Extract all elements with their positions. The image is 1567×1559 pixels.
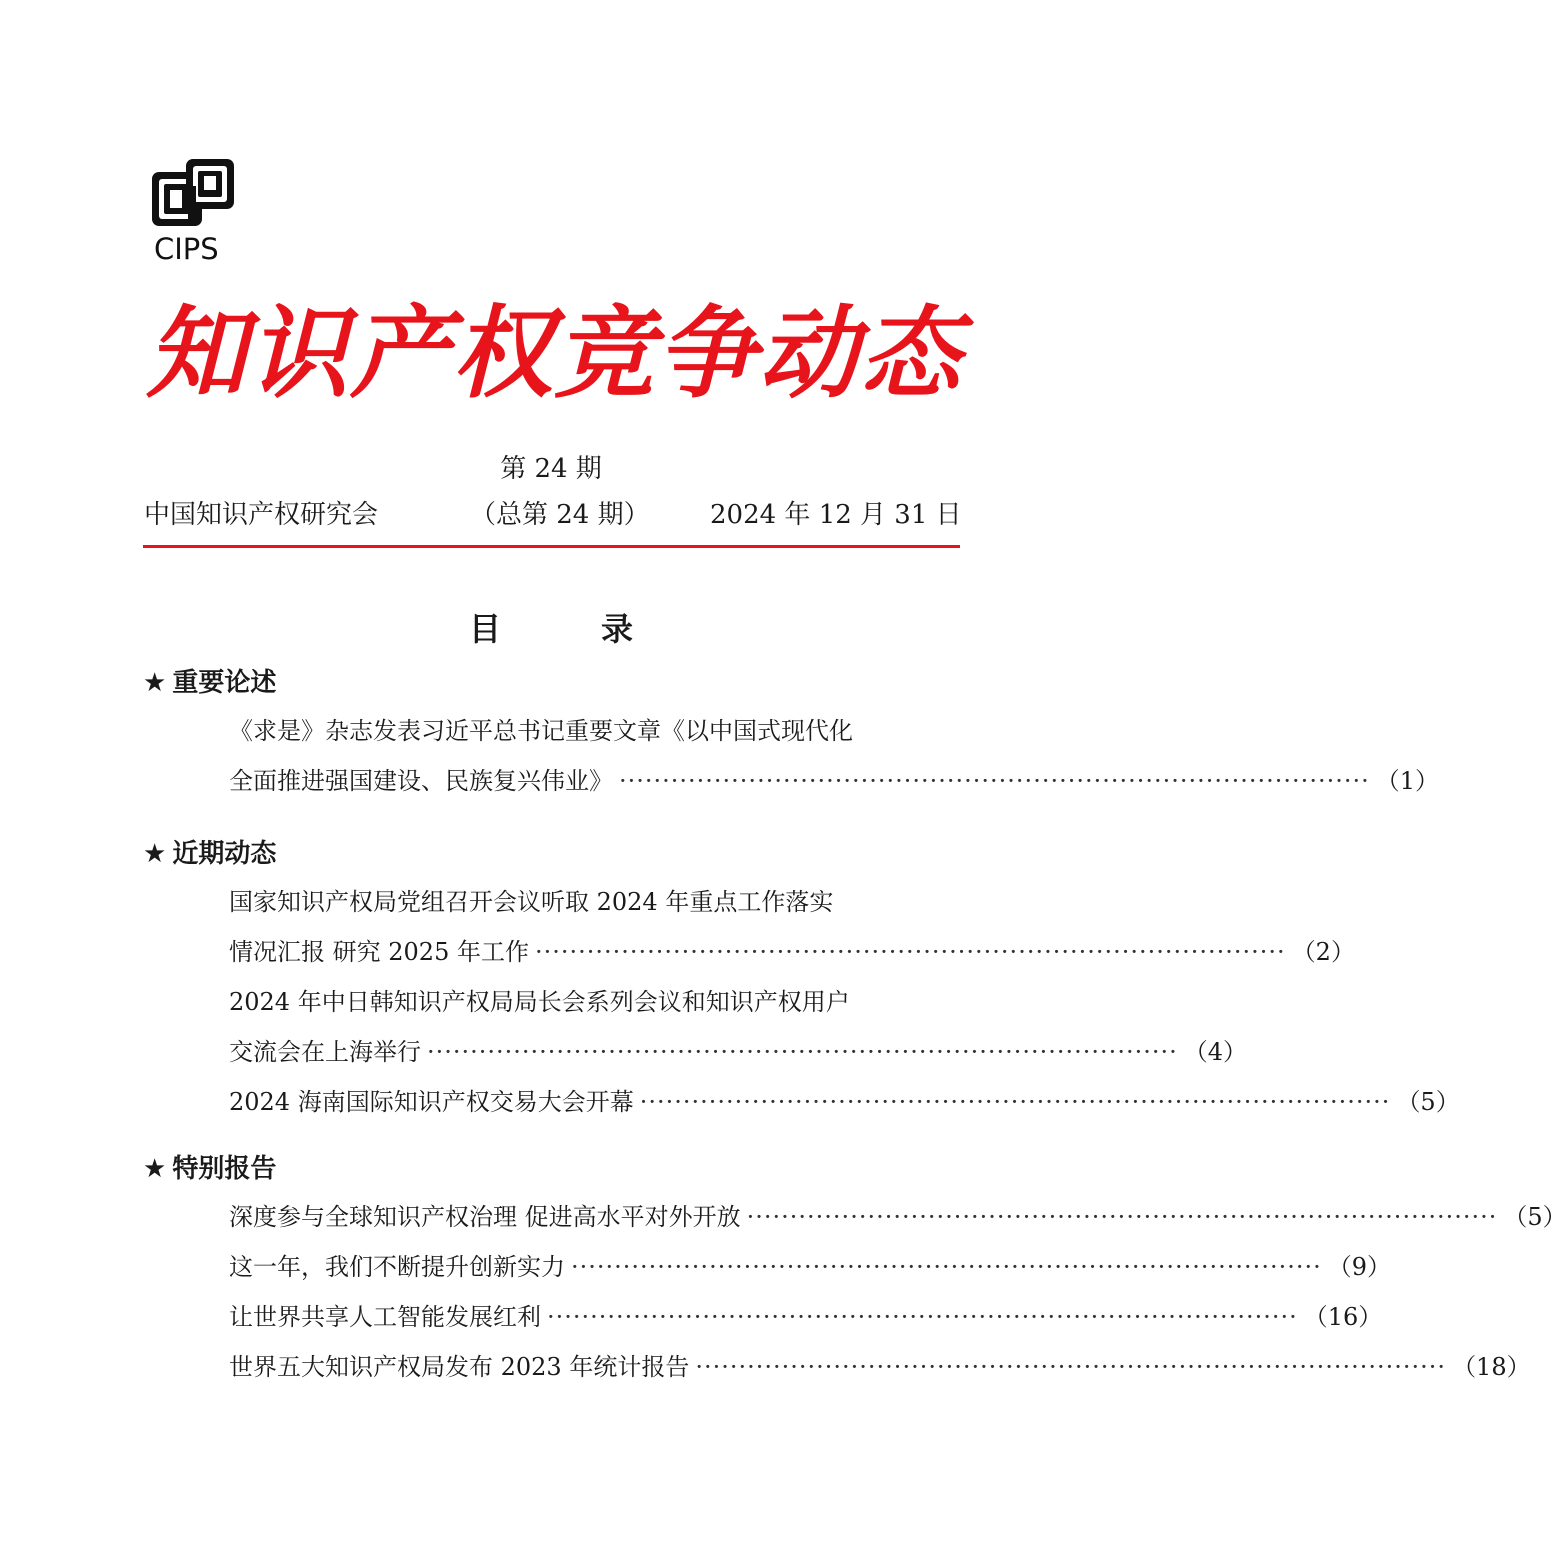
toc-entry-line[interactable] xyxy=(229,1082,1460,1122)
toc-section-heading xyxy=(143,662,276,699)
toc-entry-line[interactable] xyxy=(229,711,967,751)
entry-page: （9） xyxy=(1327,1253,1391,1281)
issue-date: 2024 年 12 月 31 日 xyxy=(710,500,962,530)
toc-entry-line[interactable] xyxy=(229,1197,1567,1237)
issuing-organization: 中国知识产权研究会 xyxy=(144,500,379,530)
toc-entry-line[interactable] xyxy=(229,1297,1383,1337)
entry-title: 《求是》杂志发表习近平总书记重要文章《以中国式现代化 xyxy=(229,717,853,745)
leader-dots: ······················································································· xyxy=(639,1088,1391,1116)
entry-page: （18） xyxy=(1452,1353,1531,1381)
toc-entry-line[interactable] xyxy=(229,1247,1391,1287)
leader-dots: ······················································································· xyxy=(427,1038,1178,1066)
entry-title: 让世界共享人工智能发展红利 xyxy=(229,1303,541,1331)
issue-number: 第 24 期 xyxy=(500,454,602,484)
star-icon: ★ xyxy=(143,1154,167,1184)
toc-entry-line[interactable] xyxy=(229,982,967,1022)
logo-text: CIPS xyxy=(154,232,219,266)
entry-title: 深度参与全球知识产权治理 促进高水平对外开放 xyxy=(229,1203,741,1231)
section-name: 近期动态 xyxy=(172,839,277,869)
entry-page: （5） xyxy=(1503,1203,1567,1231)
entry-title: 世界五大知识产权局发布 2023 年统计报告 xyxy=(229,1353,690,1381)
star-icon: ★ xyxy=(143,839,167,869)
toc-section-heading xyxy=(143,1148,276,1185)
entry-title: 2024 年中日韩知识产权局局长会系列会议和知识产权用户 xyxy=(229,988,850,1016)
header-divider xyxy=(143,545,960,548)
masthead-title: 知识产权竞争动态 xyxy=(146,294,962,412)
entry-page: （5） xyxy=(1396,1088,1460,1116)
entry-title: 交流会在上海举行 xyxy=(229,1038,421,1066)
entry-title: 国家知识产权局党组召开会议听取 2024 年重点工作落实 xyxy=(229,888,834,916)
entry-title: 全面推进强国建设、民族复兴伟业》 xyxy=(229,767,613,795)
leader-dots: ······················································································· xyxy=(695,1353,1447,1381)
entry-page: （2） xyxy=(1291,938,1355,966)
entry-title: 2024 海南国际知识产权交易大会开幕 xyxy=(229,1088,634,1116)
issue-total: （总第 24 期） xyxy=(470,500,650,530)
cips-logo-mark xyxy=(148,156,238,232)
entry-title: 这一年，我们不断提升创新实力 xyxy=(229,1253,565,1281)
section-name: 重要论述 xyxy=(172,668,277,698)
toc-entry-line[interactable] xyxy=(229,1032,1247,1072)
star-icon: ★ xyxy=(143,668,167,698)
leader-dots: ······················································································· xyxy=(534,938,1286,966)
toc-entry-line[interactable] xyxy=(229,882,967,922)
leader-dots: ······················································································· xyxy=(547,1303,1298,1331)
toc-section-heading xyxy=(143,833,276,870)
toc-entry-line[interactable] xyxy=(229,761,1439,801)
entry-page: （1） xyxy=(1375,767,1439,795)
leader-dots: ······················································································· xyxy=(746,1203,1498,1231)
entry-title: 情况汇报 研究 2025 年工作 xyxy=(229,938,529,966)
toc-entry-line[interactable] xyxy=(229,932,1355,972)
leader-dots: ······················································································· xyxy=(619,767,1370,795)
leader-dots: ······················································································· xyxy=(571,1253,1322,1281)
section-name: 特别报告 xyxy=(172,1154,277,1184)
entry-page: （4） xyxy=(1183,1038,1247,1066)
entry-page: （16） xyxy=(1303,1303,1383,1331)
toc-entry-line[interactable] xyxy=(229,1347,1531,1387)
toc-title: 目录 xyxy=(468,610,733,648)
cips-logo xyxy=(148,156,240,268)
